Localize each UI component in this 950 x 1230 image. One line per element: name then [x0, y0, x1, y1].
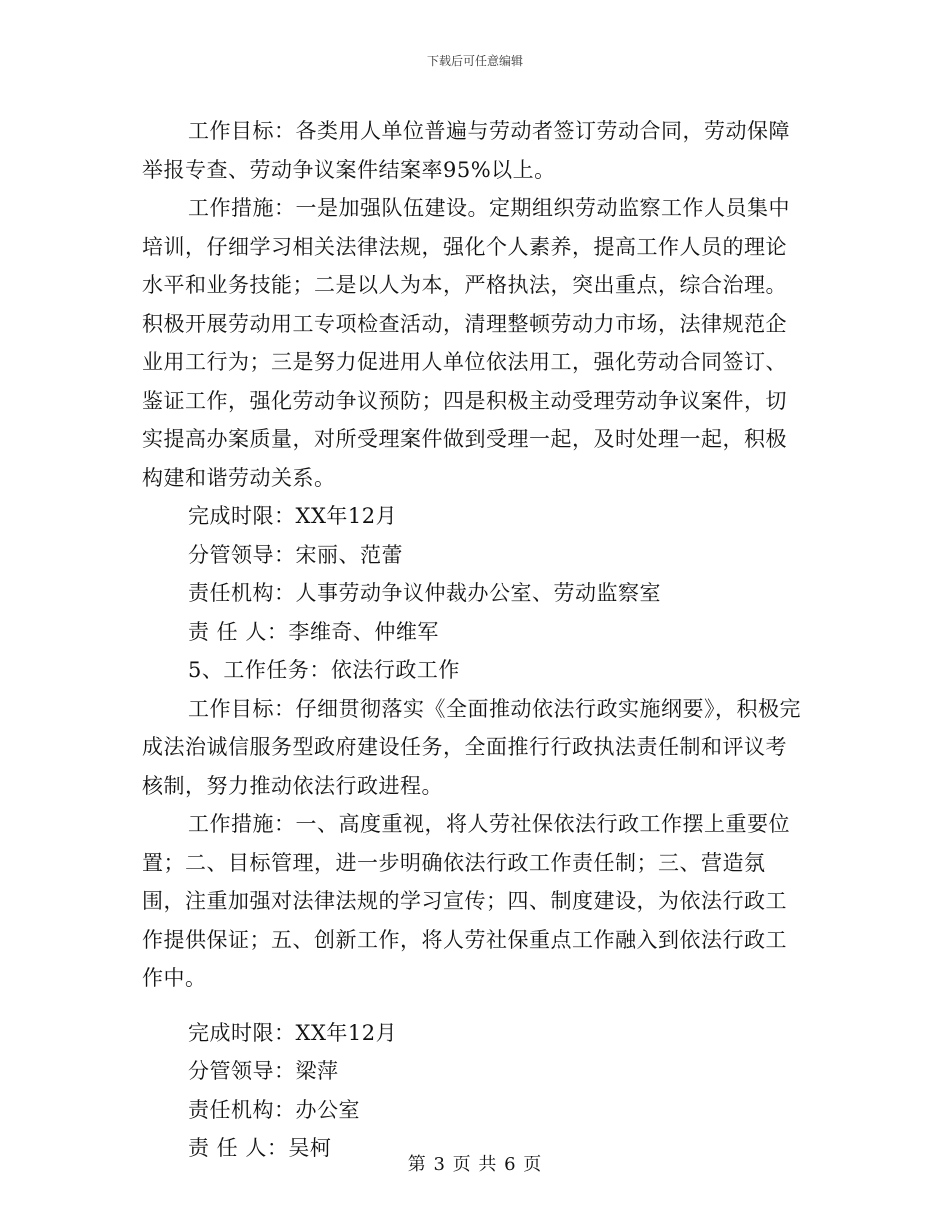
document-body	[142, 112, 802, 1168]
responsible-person-line: 责 任 人：吴柯	[188, 1136, 332, 1160]
task-heading: 5、工作任务：依法行政工作	[188, 658, 460, 682]
responsible-org-line: 责任机构：办公室	[188, 1097, 360, 1122]
work-goal-paragraph: 工作目标：仔细贯彻落实《全面推动依法行政实施纲要》，积极完成法治诚信服务型政府建设任务，全面推行行政执法责任制和评议考核制，努力推动依法行政进程。	[142, 696, 801, 798]
page-number: 第 3 页 共 6 页	[407, 1154, 543, 1175]
work-measures-paragraph: 工作措施：一是加强队伍建设。定期组织劳动监察工作人员集中培训，仔细学习相关法律法规，强化个人素养，提高工作人员的理论水平和业务技能；二是以人为本，严格执法，突出重点，综合治理。积极开展劳动用工专项检查活动，清理整顿劳动力市场，法律规范企业用工行为；三是努力促进用人单位依法用工，强化劳动合同签订、鉴证工作，强化劳动争议预防；四是积极主动受理劳动争议案件，切实提高办案质量，对所受理案件做到受理一起，及时处理一起，积极构建和谐劳动关系。	[142, 196, 790, 490]
work-measures-paragraph: 工作措施：一、高度重视，将人劳社保依法行政工作摆上重要位置；二、目标管理，进一步明确依法行政工作责任制；三、营造氛围，注重加强对法律法规的学习宣传；四、制度建设，为依法行政工作提供保证；五、创新工作，将人劳社保重点工作融入到依法行政工作中。	[142, 812, 790, 990]
deadline-line: 完成时限：XX年12月	[188, 504, 398, 528]
page-header: 下载后可任意编辑	[426, 54, 523, 68]
deadline-line: 完成时限：XX年12月	[188, 1020, 398, 1045]
supervisor-line: 分管领导：梁萍	[188, 1059, 339, 1083]
supervisor-line: 分管领导：宋丽、范蕾	[188, 542, 403, 567]
work-goal-paragraph: 工作目标：各类用人单位普遍与劳动者签订劳动合同，劳动保障举报专查、劳动争议案件结案率95%以上。	[142, 119, 790, 182]
paragraph-gap	[142, 998, 802, 1014]
responsible-person-line: 责 任 人：李维奇、仲维军	[188, 619, 439, 644]
responsible-org-line: 责任机构：人事劳动争议仲裁办公室、劳动监察室	[188, 581, 661, 605]
